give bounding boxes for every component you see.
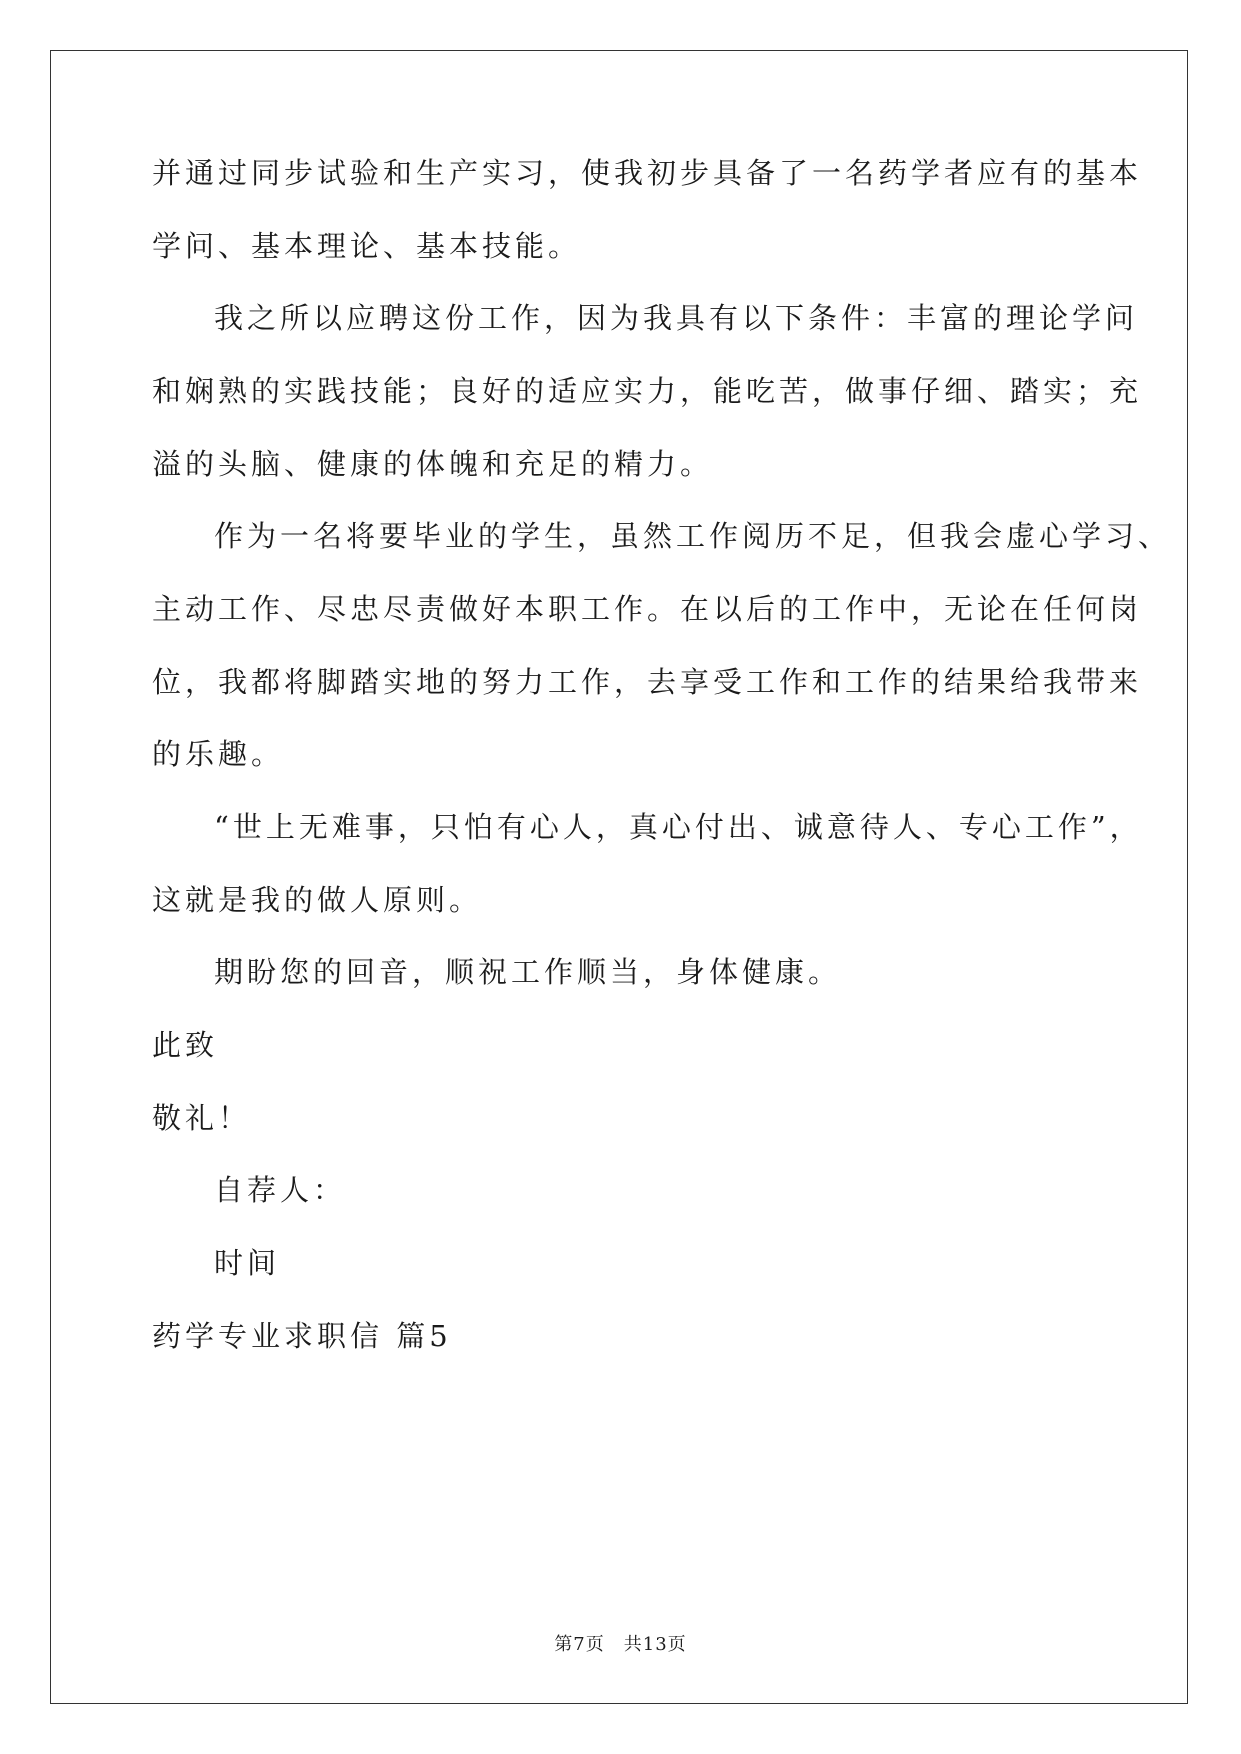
page-border [50, 50, 1188, 1704]
closing-regards: 敬礼！ [152, 1101, 252, 1135]
body-line-12: 期盼您的回音，顺祝工作顺当，身体健康。 [214, 955, 842, 989]
page-number-footer: 第7页 共13页 [554, 1634, 687, 1655]
date-label: 时间 [214, 1246, 281, 1280]
body-line-2: 学问、基本理论、基本技能。 [152, 229, 582, 263]
body-line-3: 我之所以应聘这份工作，因为我具有以下条件：丰富的理论学问 [214, 301, 1139, 335]
body-line-7: 主动工作、尽忠尽责做好本职工作。在以后的工作中，无论在任何岗 [152, 592, 1143, 626]
section-heading: 药学专业求职信 篇5 [152, 1319, 452, 1353]
body-line-5: 溢的头脑、健康的体魄和充足的精力。 [152, 447, 714, 481]
body-line-10: “世上无难事，只怕有心人，真心付出、诚意待人、专心工作”， [214, 810, 1143, 844]
body-line-11: 这就是我的做人原则。 [152, 883, 483, 917]
body-line-9: 的乐趣。 [152, 737, 285, 771]
signature-label: 自荐人： [214, 1173, 347, 1207]
body-line-6: 作为一名将要毕业的学生，虽然工作阅历不足，但我会虚心学习、 [214, 519, 1172, 553]
body-line-8: 位，我都将脚踏实地的努力工作，去享受工作和工作的结果给我带来 [152, 665, 1143, 699]
closing-salutation: 此致 [152, 1028, 219, 1062]
body-line-4: 和娴熟的实践技能；良好的适应实力，能吃苦，做事仔细、踏实；充 [152, 374, 1143, 408]
body-line-1: 并通过同步试验和生产实习，使我初步具备了一名药学者应有的基本 [152, 156, 1143, 190]
